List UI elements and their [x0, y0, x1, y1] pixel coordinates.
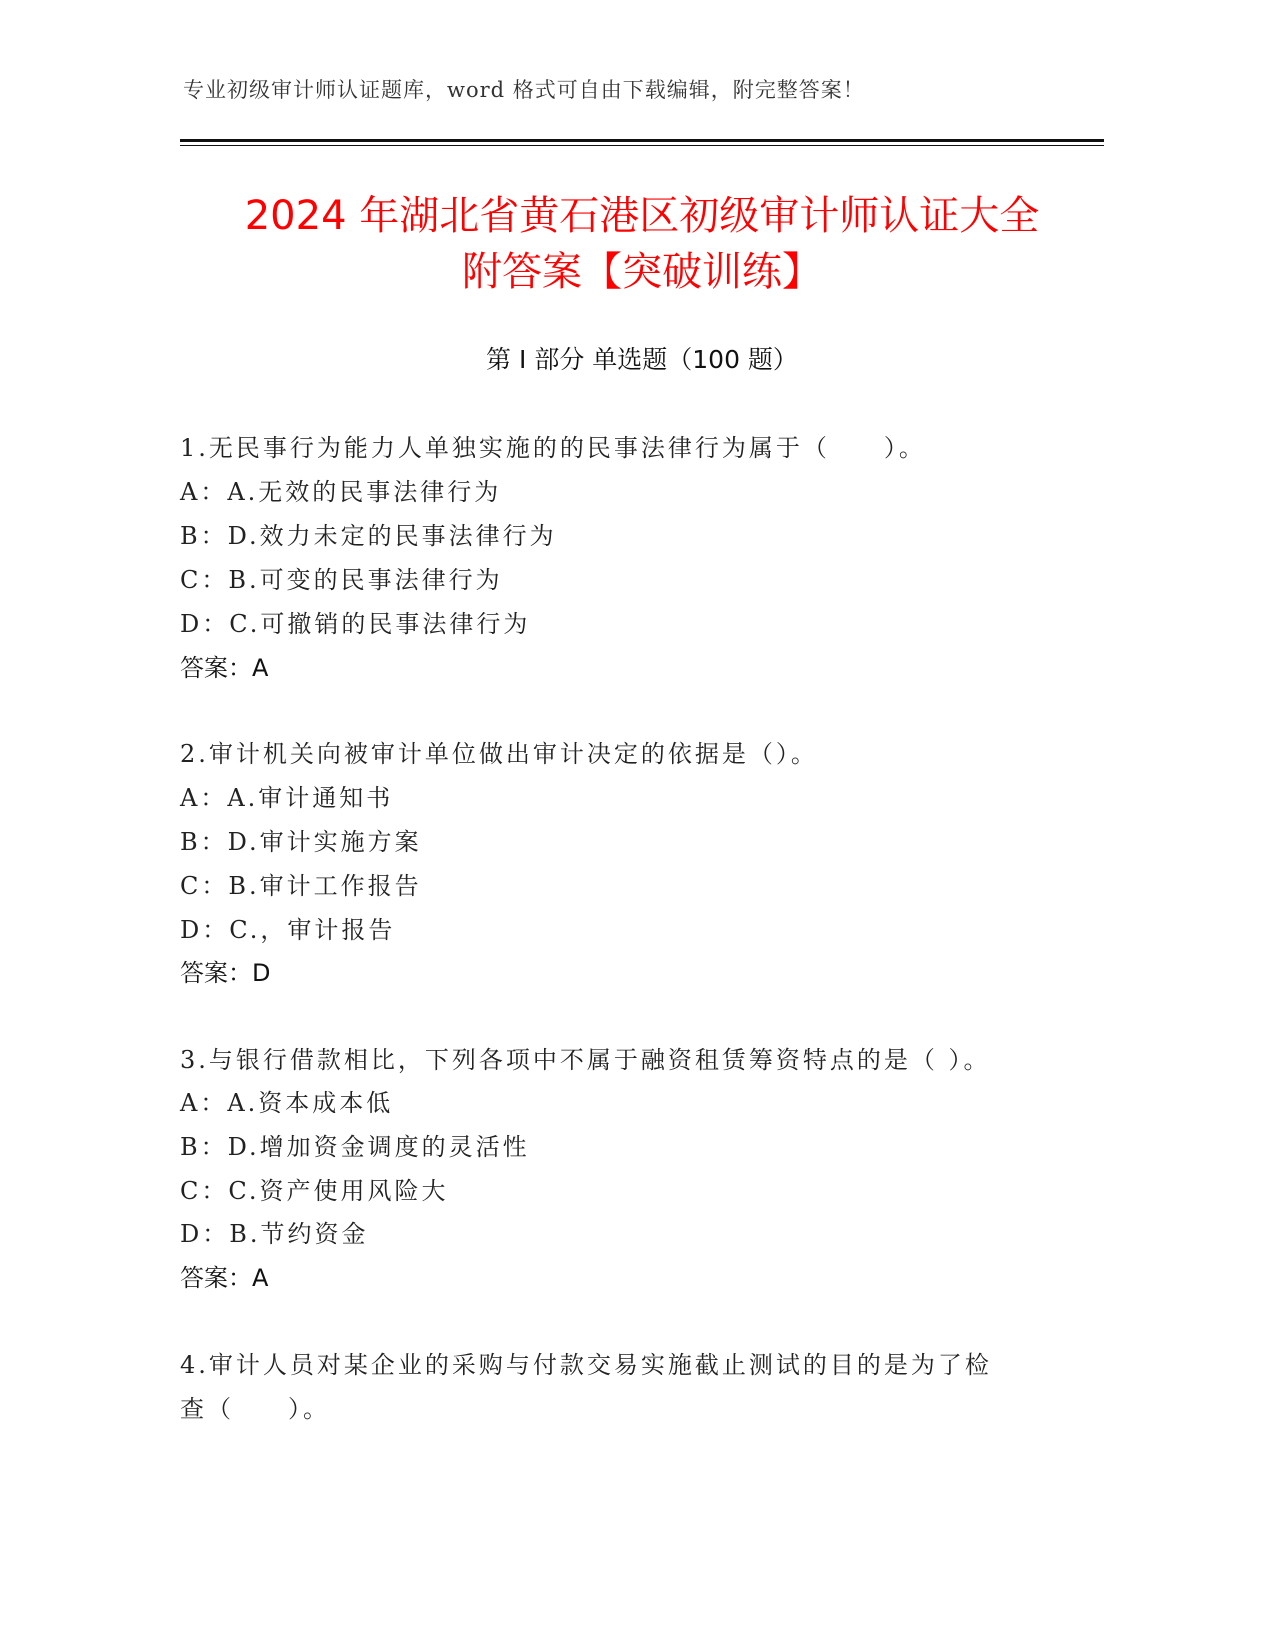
header-rule-thick	[180, 139, 1104, 142]
answer: 答案：A	[180, 1264, 269, 1292]
option-a: A：A.审计通知书	[180, 784, 394, 812]
question-stem-line-2: 查（ ）。	[180, 1395, 330, 1423]
answer: 答案：D	[180, 959, 271, 987]
option-d: D：B.节约资金	[180, 1220, 369, 1248]
header-rule-thin	[180, 145, 1104, 146]
question-stem-line-1: 4.审计人员对某企业的采购与付款交易实施截止测试的目的是为了检	[180, 1351, 992, 1379]
title-line-2: 附答案【突破训练】	[462, 249, 822, 295]
option-b: B：D.审计实施方案	[180, 828, 422, 856]
option-c: C：B.审计工作报告	[180, 872, 422, 900]
question-stem: 2.审计机关向被审计单位做出审计决定的依据是（）。	[180, 740, 818, 768]
option-d: D：C.可撤销的民事法律行为	[180, 610, 531, 638]
section-title: 第 I 部分 单选题（100 题）	[486, 345, 798, 374]
document-title	[180, 188, 1104, 300]
option-c: C：C.资产使用风险大	[180, 1177, 449, 1205]
answer: 答案：A	[180, 654, 269, 682]
option-b: B：D.效力未定的民事法律行为	[180, 522, 557, 550]
option-a: A：A.无效的民事法律行为	[180, 478, 502, 506]
page-header: 专业初级审计师认证题库，word 格式可自由下载编辑，附完整答案！	[183, 78, 865, 102]
option-a: A：A.资本成本低	[180, 1089, 394, 1117]
option-b: B：D.增加资金调度的灵活性	[180, 1133, 530, 1161]
title-line-1: 2024 年湖北省黄石港区初级审计师认证大全	[244, 193, 1040, 239]
option-d: D：C.，审计报告	[180, 916, 396, 944]
option-c: C：B.可变的民事法律行为	[180, 566, 503, 594]
question-stem: 1.无民事行为能力人单独实施的的民事法律行为属于（ ）。	[180, 434, 926, 462]
question-stem: 3.与银行借款相比，下列各项中不属于融资租赁筹资特点的是（ ）。	[180, 1046, 991, 1074]
